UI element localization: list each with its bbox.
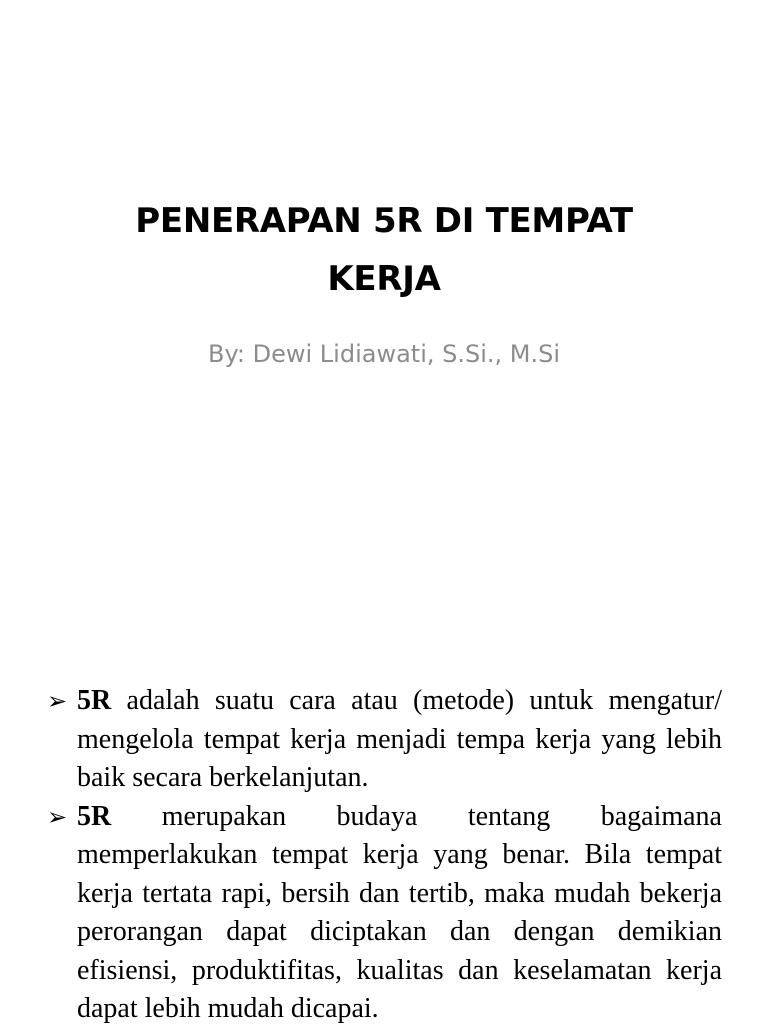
arrowhead-bullet-icon: ➢ — [47, 687, 68, 715]
slide-subtitle: By: Dewi Lidiawati, S.Si., M.Si — [207, 340, 561, 368]
bullet-item — [44, 682, 722, 798]
bullet-term: 5R — [77, 685, 112, 716]
content-slide — [0, 576, 768, 1024]
bullet-text: merupakan budaya tentang bagaimana memperlakukan tempat kerja yang benar. Bila tempat kerja tertata rapi, bersih dan tertib, maka mudah bekerja perorangan dapat diciptakan dan dengan demikian efisiensi, produktifitas, kualitas dan keselamatan kerja dapat lebih mudah dicapai. — [77, 800, 722, 1024]
bullet-term: 5R — [77, 800, 112, 832]
arrowhead-bullet-icon: ➢ — [47, 802, 68, 831]
bullet-list — [44, 682, 722, 1029]
slide-title: PENERAPAN 5R DI TEMPAT KERJA — [135, 201, 633, 299]
bullet-item — [44, 798, 722, 1029]
bullet-text: adalah suatu cara atau (metode) untuk mengatur/ mengelola tempat kerja menjadi tempa kerja yang lebih baik secara berkelanjutan. — [77, 685, 722, 793]
